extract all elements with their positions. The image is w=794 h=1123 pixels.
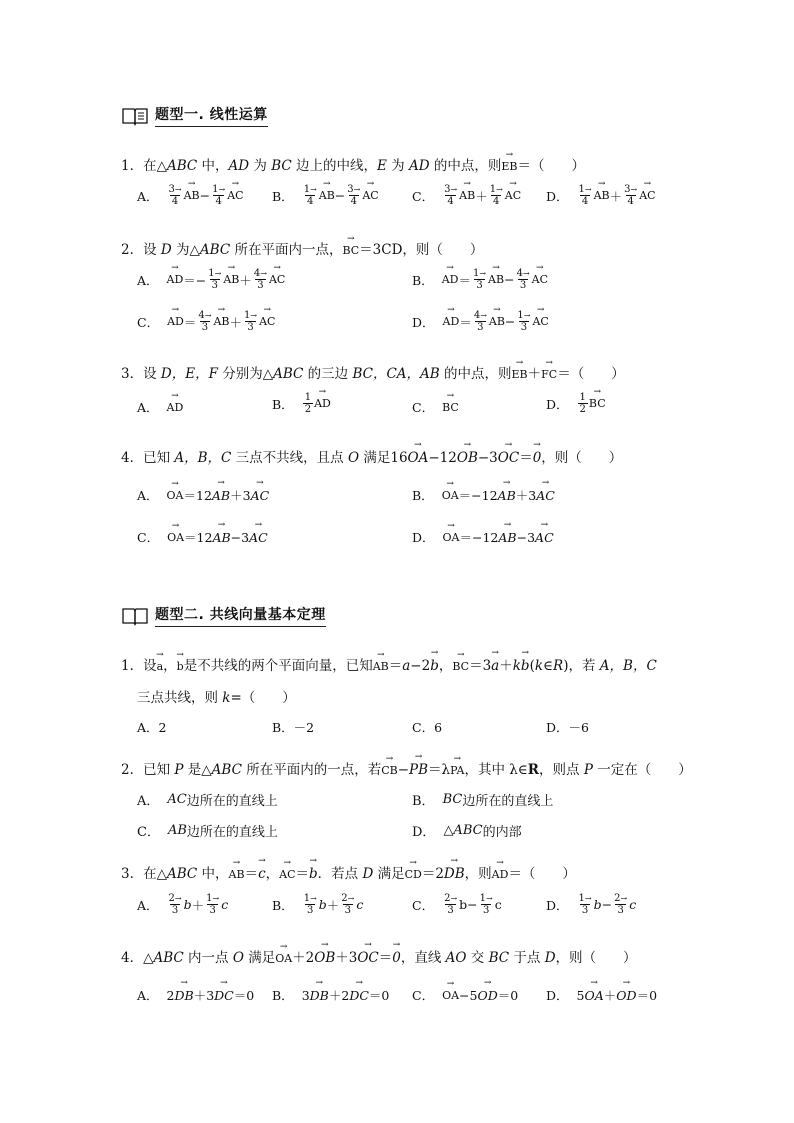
option-d[interactable]: D．－6 [546,720,589,735]
option-d[interactable]: D． → OA ＝−12 → AB −3 → AC [412,528,554,546]
option-a[interactable]: A． $\frac{3 \to}{4}$ → AB − $\frac{1 \to}{4}$ → AC [137,184,244,207]
option-a[interactable]: A．2 [137,720,167,735]
question-2-1-line2: 三点共线，则 k=（ ） [137,690,296,706]
option-b[interactable]: B． 3 → DB ＋2 → DC ＝0 [272,986,389,1004]
section-title: 题型二. 共线向量基本定理 [155,604,326,627]
book-icon [121,106,149,126]
option-a[interactable]: A． → OA ＝12 → AB ＋3 → AC [137,486,269,504]
option-c[interactable]: C． AB 边所在的直线上 [137,823,278,840]
question-2-3: 3．在△ABC 中，→ AB＝→ c，→ AC＝→ b．若点 D 满足→ CD＝2→ DB，则→ AD＝（ ） [121,862,576,882]
option-a[interactable]: A． 2 → DB ＋3 → DC ＝0 [137,986,254,1004]
option-a[interactable]: A． AC 边所在的直线上 [137,792,278,809]
option-d[interactable]: D． 5 → OA ＋ → OD ＝0 [546,986,657,1004]
section-2-header [121,604,326,627]
option-c[interactable]: C．6 [412,720,443,735]
question-1-2: 2．设 D 为△ABC 所在平面内一点，→ BC＝3CD，则（ ） [121,238,483,258]
option-c[interactable]: C． → AD ＝ $\frac{4 \to}{3}$ → AB ＋ $\frac{1 \to}{3}$ → AC [137,310,275,333]
option-c[interactable]: C． → BC [412,398,459,416]
option-a[interactable]: A． $\frac{2 \to}{3}$ b ＋ $\frac{1 \to}{3}$ c [137,893,228,916]
option-b[interactable]: B． → OA ＝−12 → AB ＋3 → AC [412,486,555,504]
question-2-4: 4．△ABC 内一点 O 满足→ OA＋2→ OB＋3→ OC＝→ 0，直线 AO 交 BC 于点 D，则（ ） [121,946,637,966]
option-d[interactable]: D． $\frac{1 \to}{3}$ b − $\frac{2 \to}{3}$ c [546,893,636,916]
option-b[interactable]: B． $\frac{1 \to}{4}$ → AB − $\frac{3 \to}{4}$ → AC [272,184,379,207]
section-title: 题型一. 线性运算 [155,104,268,127]
option-c[interactable]: C． $\frac{2 \to}{3}$ b− $\frac{1 \to}{3}$ c [412,893,502,916]
option-b[interactable]: B． BC 边所在的直线上 [412,792,554,809]
book-icon [121,606,149,626]
question-1-3: 3．设 D，E，F 分别为△ABC 的三边 BC，CA，AB 的中点，则→ EB＋→ FC＝（ ） [121,362,625,382]
option-b[interactable]: B．－2 [272,720,315,735]
option-c[interactable]: C． $\frac{3 \to}{4}$ → AB ＋ $\frac{1 \to}{4}$ → AC [412,184,521,207]
option-c[interactable]: C． → OA −5 → OD ＝0 [412,986,518,1004]
option-d[interactable]: D． △ABC 的内部 [412,823,522,840]
option-a[interactable]: A． → AD ＝− $\frac{1 \to}{3}$ → AB ＋ $\frac{4 \to}{3}$ → AC [137,268,285,291]
option-d[interactable]: D． 1 2 → BC [546,392,606,415]
option-b[interactable]: B． 1 2 → AD [272,392,331,415]
option-c[interactable]: C． → OA ＝12 → AB −3 → AC [137,528,268,546]
section-1-header [121,104,268,127]
option-d[interactable]: D． $\frac{1 \to}{4}$ → AB ＋ $\frac{3 \to}{4}$ → AC [546,184,656,207]
question-1-1: 1．在△ABC 中，AD 为 BC 边上的中线，E 为 AD 的中点，则→ EB＝（ ） [121,154,585,174]
question-2-1: 1．设→ a，→ b是不共线的两个平面向量，已知→ AB＝a−2→ b，→ BC＝3→ a＋k→ b(k∈R)，若 A，B，C [121,654,657,674]
option-a[interactable]: A． → AD [137,398,183,416]
option-b[interactable]: B． → AD ＝ $\frac{1 \to}{3}$ → AB − $\frac{4 \to}{3}$ → AC [412,268,548,291]
question-2-2: 2．已知 P 是△ABC 所在平面内的一点，若→ CB−→ PB＝λ→ PA，其中 λ∈R，则点 P 一定在（ ） [121,758,692,778]
option-d[interactable]: D． → AD ＝ $\frac{4 \to}{3}$ → AB − $\frac{1 \to}{3}$ → AC [412,310,549,333]
question-1-4: 4．已知 A，B，C 三点不共线，且点 O 满足16→ OA−12→ OB−3→ OC＝→ 0，则（ ） [121,446,622,466]
option-b[interactable]: B． $\frac{1 \to}{3}$ b ＋ $\frac{2 \to}{3}$ c [272,893,363,916]
